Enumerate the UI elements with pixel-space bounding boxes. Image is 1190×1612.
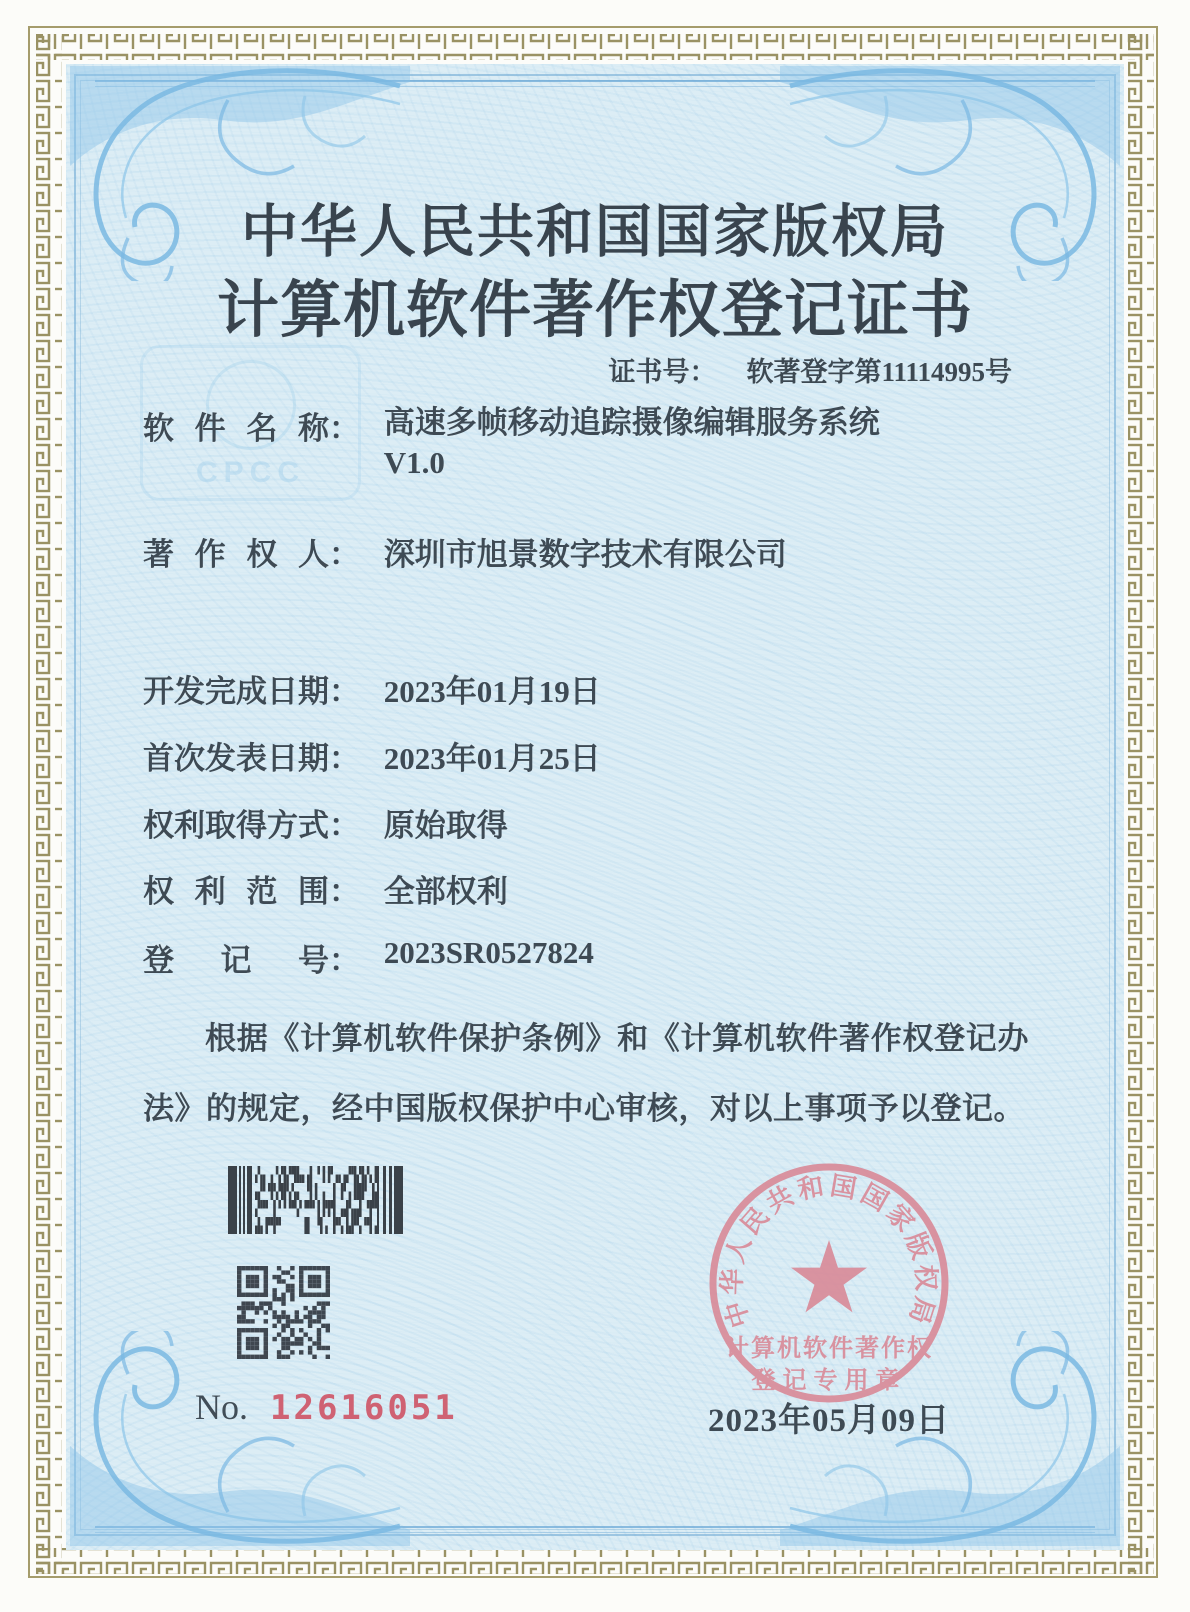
field-colon: ： — [329, 943, 360, 978]
serial-value: 12616051 — [270, 1388, 458, 1428]
field-colon: ： — [329, 808, 360, 843]
certificate-number-label: 证书号： — [608, 357, 717, 387]
certificate-number-line — [608, 350, 1012, 389]
qr-code — [237, 1266, 330, 1359]
field-label: 权利取得方式 — [143, 808, 329, 843]
serial-label: No. — [195, 1387, 248, 1427]
registration-statement: 根据《计算机软件保护条例》和《计算机软件著作权登记办法》的规定，经中国版权保护中心审核，对以上事项予以登记。 — [143, 1021, 1029, 1126]
field-software-name — [143, 403, 880, 483]
field-label: 开发完成日期 — [143, 674, 329, 709]
field-colon: ： — [329, 674, 360, 709]
field-copyright-owner — [143, 529, 787, 574]
field-first-publication-date — [143, 733, 601, 778]
certificate-title: 计算机软件著作权登记证书 — [216, 277, 973, 345]
field-completion-date — [143, 666, 601, 711]
issue-date: 2023年05月09日 — [708, 1403, 950, 1439]
corner-flourish — [70, 1331, 410, 1546]
software-version: V1.0 — [383, 445, 445, 480]
official-seal-stamp — [694, 1148, 964, 1418]
field-value — [384, 403, 880, 483]
field-value: 2023年01月25日 — [383, 741, 601, 776]
field-rights-scope — [143, 866, 508, 911]
serial-number-line — [195, 1386, 458, 1428]
field-label: 权利范围 — [143, 874, 329, 909]
field-value: 原始取得 — [383, 808, 508, 843]
field-label: 登记号 — [143, 943, 329, 978]
seal-ring-text: 中华人民共和国国家版权局 — [717, 1171, 941, 1331]
field-value: 全部权利 — [383, 874, 508, 909]
field-label: 软件名称 — [143, 411, 329, 446]
field-label: 著作权人 — [143, 537, 329, 572]
field-registration-number — [143, 935, 594, 980]
star-icon — [791, 1240, 867, 1312]
authority-title: 中华人民共和国国家版权局 — [241, 201, 949, 264]
seal-text-line2: 登记专用章 — [751, 1368, 907, 1394]
pdf417-barcode — [228, 1166, 403, 1234]
certificate-number-value: 软著登字第11114995号 — [746, 357, 1012, 387]
field-colon: ： — [329, 741, 360, 776]
field-value: 深圳市旭景数字技术有限公司 — [383, 537, 787, 572]
software-name-line1: 高速多帧移动追踪摄像编辑服务系统 — [383, 405, 880, 440]
field-rights-acquisition — [143, 800, 508, 845]
field-value: 2023SR0527824 — [383, 935, 594, 970]
field-colon: ： — [329, 874, 360, 909]
seal-text-line1: 计算机软件著作权 — [725, 1336, 933, 1362]
cpcc-watermark-text: CPCC — [195, 456, 305, 489]
field-colon: ： — [329, 537, 360, 572]
field-colon: ： — [329, 411, 360, 446]
field-label: 首次发表日期 — [143, 741, 329, 776]
field-value: 2023年01月19日 — [383, 674, 601, 709]
